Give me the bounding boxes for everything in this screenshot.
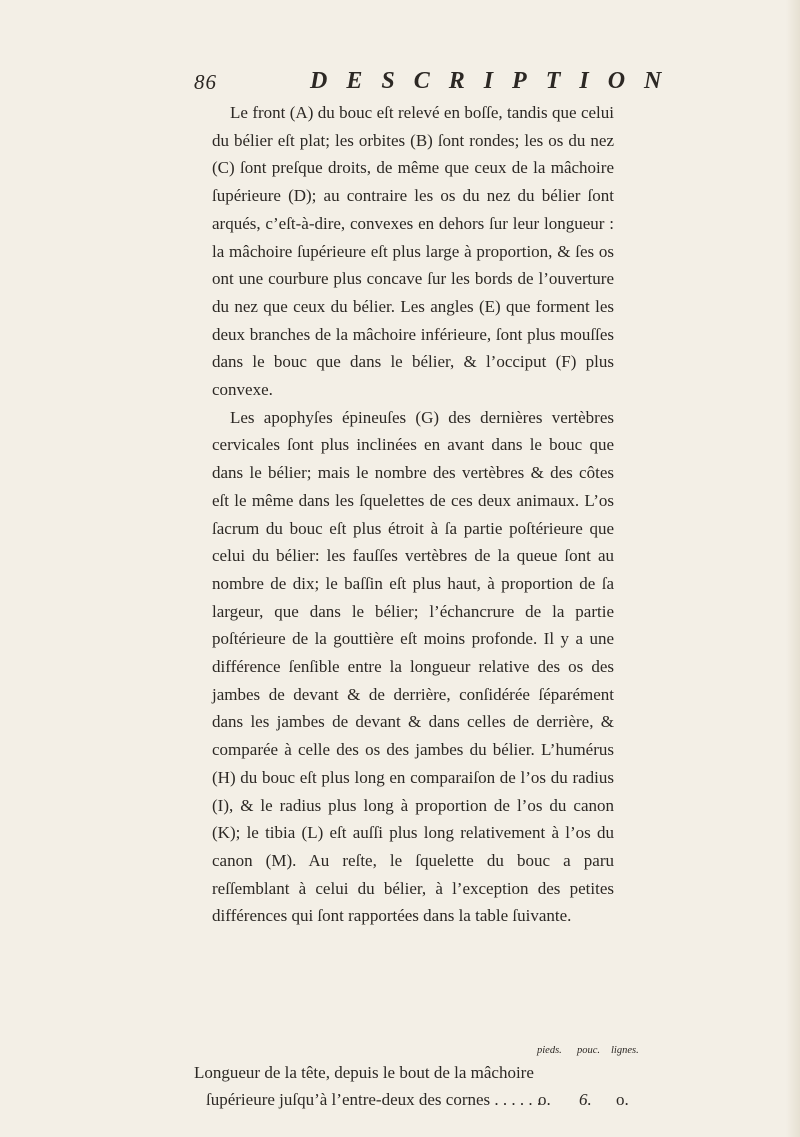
table-row-label-line1: Longueur de la tête, depuis le bout de la mâchoire	[194, 1063, 534, 1082]
column-header-lignes: lignes.	[611, 1045, 639, 1056]
table-cell-pieds: o.	[538, 1090, 551, 1109]
table-cell-lignes: o.	[616, 1090, 629, 1109]
table-row	[194, 1086, 629, 1113]
running-title: DESCRIPTION	[310, 68, 681, 94]
page-number: 86	[194, 70, 217, 94]
body-text	[212, 99, 614, 930]
table-column-headers	[194, 1037, 639, 1059]
table-cell-pouces: 6.	[579, 1090, 592, 1109]
column-header-pieds: pieds.	[537, 1045, 562, 1056]
page-header	[194, 68, 681, 98]
measurement-table	[194, 1037, 639, 1113]
table-row-label-line2: ſupérieure juſqu’à l’entre-deux des cornes . . . . . .	[206, 1090, 542, 1109]
paragraph-2: Les apophyſes épineuſes (G) des dernières vertèbres cervicales ſont plus inclinées en avant dans le bouc que dans le bélier; mais le nombre des vertèbres & des côtes eſt le même dans les ſquelettes de ces deux animaux. L’os ſacrum du bouc eſt plus étroit à ſa partie poſtérieure que celui du bélier: les fauſſes vertèbres de la queue ſont au nombre de dix; le baſſin eſt plus haut, à proportion de ſa largeur, que dans le bélier; l’échancrure de la partie poſtérieure de la gouttière eſt moins profonde. Il y a une différence ſenſible entre la longueur relative des os des jambes de devant & de derrière, conſidérée ſéparément dans les jambes de devant & dans celles de derrière, & comparée à celle des os des jambes du bélier. L’humérus (H) du bouc eſt plus long en comparaiſon de l’os du radius (I), & le radius plus long à proportion de l’os du canon (K); le tibia (L) eſt auſſi plus long relativement à l’os du canon (M). Au reſte, le ſquelette du bouc a paru reſſemblant à celui du bélier, à l’exception des petites différences qui ſont rapportées dans la table ſuivante.	[212, 407, 614, 926]
page-edge-shadow	[786, 0, 800, 1137]
paragraph-1: Le front (A) du bouc eſt relevé en boſſe, tandis que celui du bélier eſt plat; les orbites (B) ſont rondes; les os du nez (C) ſont preſque droits, de même que ceux de la mâchoire ſupérieure (D); au contraire les os du nez du bélier ſont arqués, c’eſt-à-dire, convexes en dehors ſur leur longueur : la mâchoire ſupérieure eſt plus large à proportion, & ſes os ont une courbure plus concave ſur les bords de l’ouverture du nez que ceux du bélier. Les angles (E) que forment les deux branches de la mâchoire inférieure, ſont plus mouſſes dans le bouc que dans le bélier, & l’occiput (F) plus convexe.	[212, 103, 614, 400]
column-header-pouces: pouc.	[577, 1045, 601, 1056]
